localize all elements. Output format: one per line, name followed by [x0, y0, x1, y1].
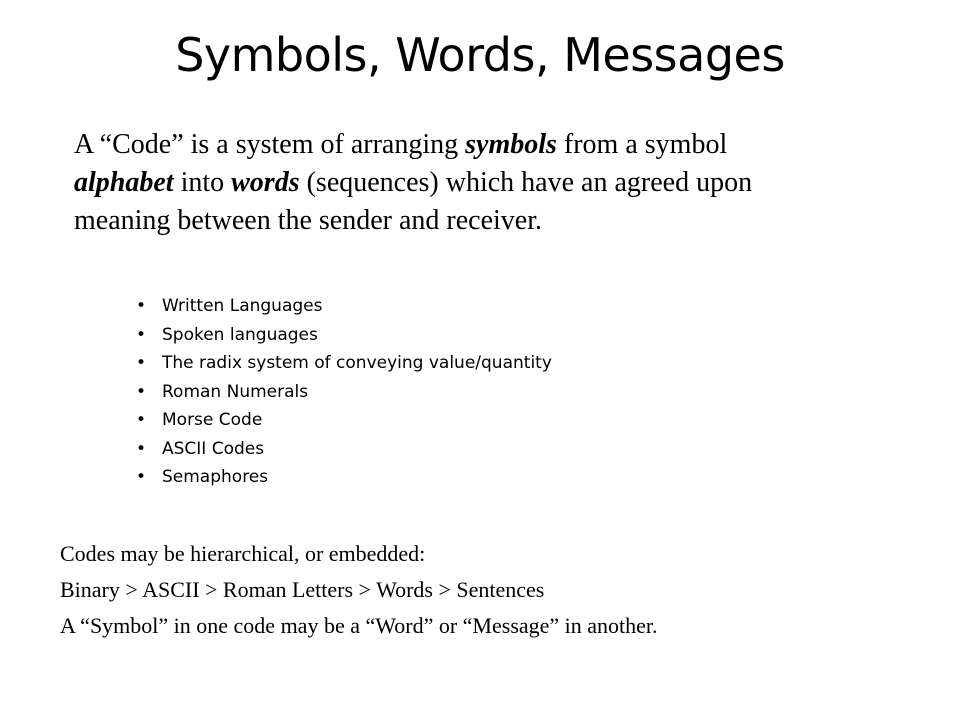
bullet-icon: • — [136, 438, 147, 459]
term-words: words — [231, 167, 300, 198]
definition-text-1: A “Code” is a system of arranging — [74, 129, 466, 160]
symbol-note: A “Symbol” in one code may be a “Word” or “Message” in another. — [60, 613, 658, 638]
list-item-label: Spoken languages — [162, 324, 318, 345]
definition-text-2: from a symbol — [556, 129, 728, 160]
bullet-icon: • — [136, 467, 147, 487]
bullet-icon: • — [136, 324, 147, 345]
list-item-label: Semaphores — [162, 467, 269, 487]
bullet-icon: • — [136, 410, 147, 430]
hierarchy-example: Binary > ASCII > Roman Letters > Words > Sentences — [60, 577, 545, 602]
list-item-label: Morse Code — [162, 410, 263, 430]
list-item-label: Written Languages — [162, 296, 323, 316]
bullet-icon: • — [136, 296, 147, 316]
bullet-icon: • — [136, 353, 147, 373]
term-alphabet: alphabet — [74, 167, 174, 198]
bullet-icon: • — [136, 381, 147, 402]
list-item — [136, 349, 552, 378]
term-symbols: symbols — [465, 129, 557, 160]
code-definition — [74, 126, 774, 240]
list-item — [136, 435, 552, 464]
list-item — [136, 292, 552, 321]
list-item-label: The radix system of conveying value/quantity — [162, 353, 552, 373]
definition-text-4: (sequences) which have an agreed upon meaning between the sender and receiver. — [74, 167, 753, 236]
list-item — [136, 378, 552, 407]
examples-list — [136, 292, 552, 492]
list-item — [136, 406, 552, 435]
list-item — [136, 463, 552, 492]
definition-text-3: into — [173, 167, 232, 198]
slide-title: Symbols, Words, Messages — [175, 28, 785, 82]
list-item-label: Roman Numerals — [162, 381, 309, 402]
hierarchy-note: Codes may be hierarchical, or embedded: — [60, 541, 426, 566]
list-item-label: ASCII Codes — [162, 438, 265, 459]
list-item — [136, 321, 552, 350]
notes-block — [60, 536, 920, 644]
